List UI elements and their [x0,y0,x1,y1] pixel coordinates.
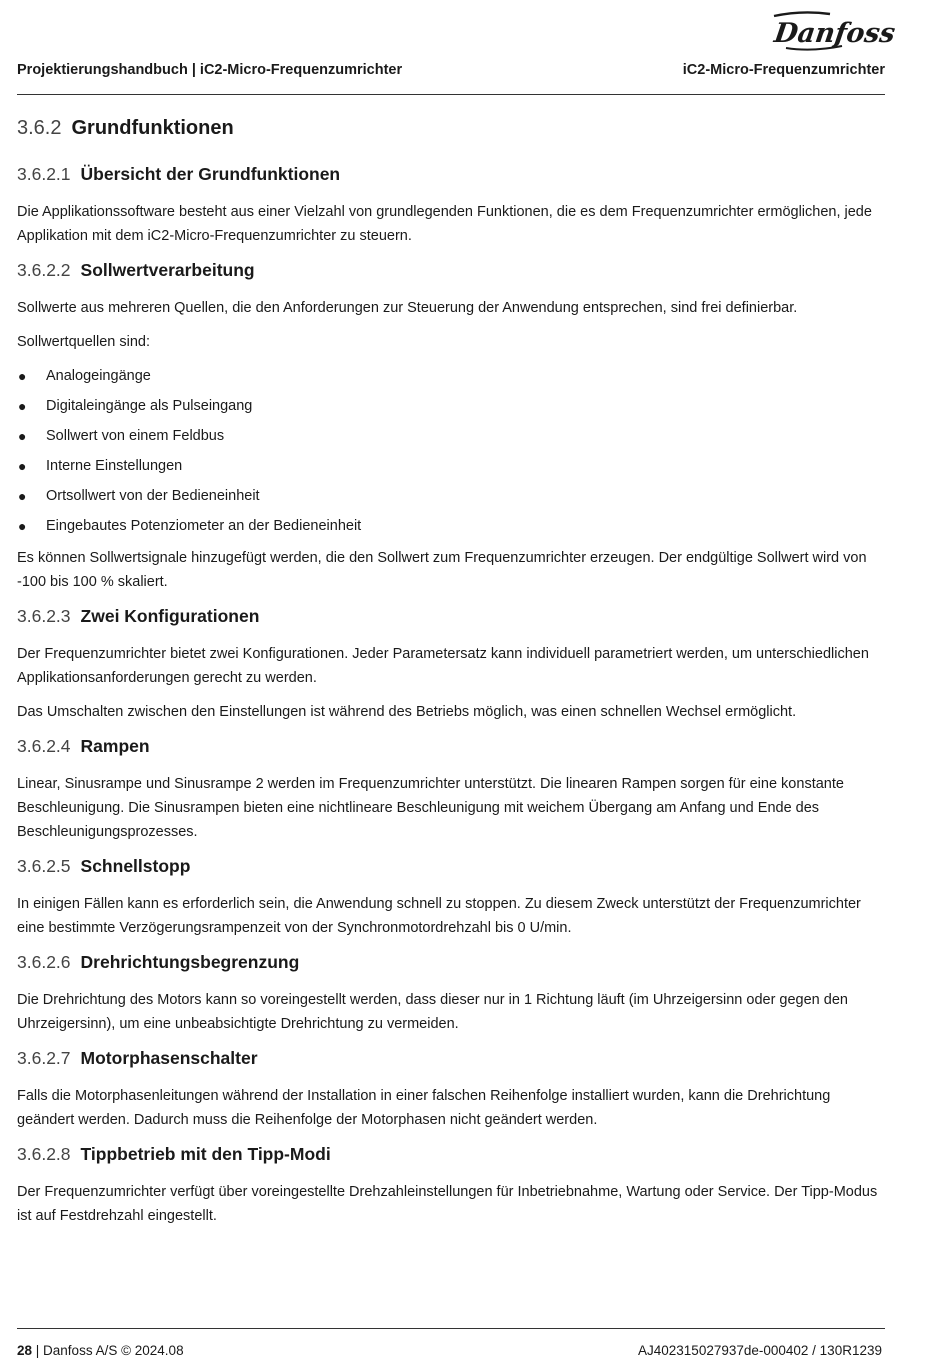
subsection-heading: 3.6.2.6 Drehrichtungsbegrenzung [17,952,300,972]
footer-divider [17,1328,885,1329]
list-item: ● Digitaleingänge als Pulseingang [18,398,253,414]
paragraph: In einigen Fällen kann es erforderlich sein, die Anwendung schnell zu stoppen. Zu diesem Zweck unterstützt der Frequenzumrichter eine bestimmte Verzögerungsrampenzeit von der Synchronmotordrehzahl bis 0 U/min. [17,896,861,936]
subsection-heading: 3.6.2.5 Schnellstopp [17,856,191,876]
paragraph: Die Applikationssoftware besteht aus einer Vielzahl von grundlegenden Funktionen, die es dem Frequenzumrichter ermöglichen, jede Applikation mit dem iC2-Micro-Frequenzumrichter zu steuern. [17,204,872,244]
list-item: ● Analogeingänge [18,368,151,384]
footer-document-id: AJ402315027937de-000402 / 130R1239 [638,1343,882,1358]
subsection-heading: 3.6.2.4 Rampen [17,736,150,756]
footer-page-info: 28 | Danfoss A/S © 2024.08 [17,1343,184,1358]
paragraph: Die Drehrichtung des Motors kann so voreingestellt werden, dass dieser nur in 1 Richtung läuft (im Uhrzeigersinn oder gegen den Uhrzeigersinn), um eine unbeabsichtigte Drehrichtung zu vermeiden. [17,992,848,1032]
paragraph: Linear, Sinusrampe und Sinusrampe 2 werden im Frequenzumrichter unterstützt. Die linearen Rampen sorgen für eine konstante Beschleunigung. Die Sinusrampen bieten eine nichtlineare Beschleunigung mit weichem Übergang am Anfang und Ende des Beschleunigungsprozesses. [17,776,844,840]
paragraph: Sollwerte aus mehreren Quellen, die den Anforderungen zur Steuerung der Anwendung entsprechen, sind frei definierbar. [17,300,798,316]
paragraph: Falls die Motorphasenleitungen während der Installation in einer falschen Reihenfolge installiert wurden, kann die Drehrichtung geändert werden. Dadurch muss die Reihenfolge der Motorphasen nicht geändert werden. [17,1088,831,1128]
danfoss-logo [772,8,898,52]
list-item: ● Interne Einstellungen [18,458,183,474]
bullet-list [17,364,885,538]
paragraph: Sollwertquellen sind: [17,334,150,350]
subsection-heading: 3.6.2.3 Zwei Konfigurationen [17,606,260,626]
svg-text:Danfoss: Danfoss [772,18,898,49]
paragraph: Der Frequenzumrichter bietet zwei Konfigurationen. Jeder Parametersatz kann individuell parametriert werden, um unterschiedlichen Applikationsanforderungen gerecht zu werden. [17,646,869,686]
paragraph: Der Frequenzumrichter verfügt über voreingestellte Drehzahleinstellungen für Inbetriebnahme, Wartung oder Service. Der Tipp-Modus ist auf Festdrehzahl eingestellt. [17,1184,878,1224]
list-item: ● Eingebautes Potenziometer an der Bedieneinheit [18,518,362,534]
list-item: ● Ortsollwert von der Bedieneinheit [18,488,260,504]
header-divider [17,94,885,95]
header-document-title: Projektierungshandbuch | iC2-Micro-Frequenzumrichter [17,62,403,78]
paragraph: Es können Sollwertsignale hinzugefügt werden, die den Sollwert zum Frequenzumrichter erzeugen. Der endgültige Sollwert wird von -100 bis 100 % skaliert. [17,550,867,590]
paragraph: Das Umschalten zwischen den Einstellungen ist während des Betriebs möglich, was einen schnellen Wechsel ermöglicht. [17,704,797,720]
subsection-heading: 3.6.2.2 Sollwertverarbeitung [17,260,255,280]
page-content [17,114,885,1238]
subsection-heading: 3.6.2.7 Motorphasenschalter [17,1048,258,1068]
subsection-heading: 3.6.2.8 Tippbetrieb mit den Tipp-Modi [17,1144,331,1164]
list-item: ● Sollwert von einem Feldbus [18,428,225,444]
section-heading: 3.6.2 Grundfunktionen [17,117,234,139]
page-number: 28 [17,1343,33,1358]
header-product-name: iC2-Micro-Frequenzumrichter [682,62,885,78]
subsection-heading: 3.6.2.1 Übersicht der Grundfunktionen [17,164,341,184]
